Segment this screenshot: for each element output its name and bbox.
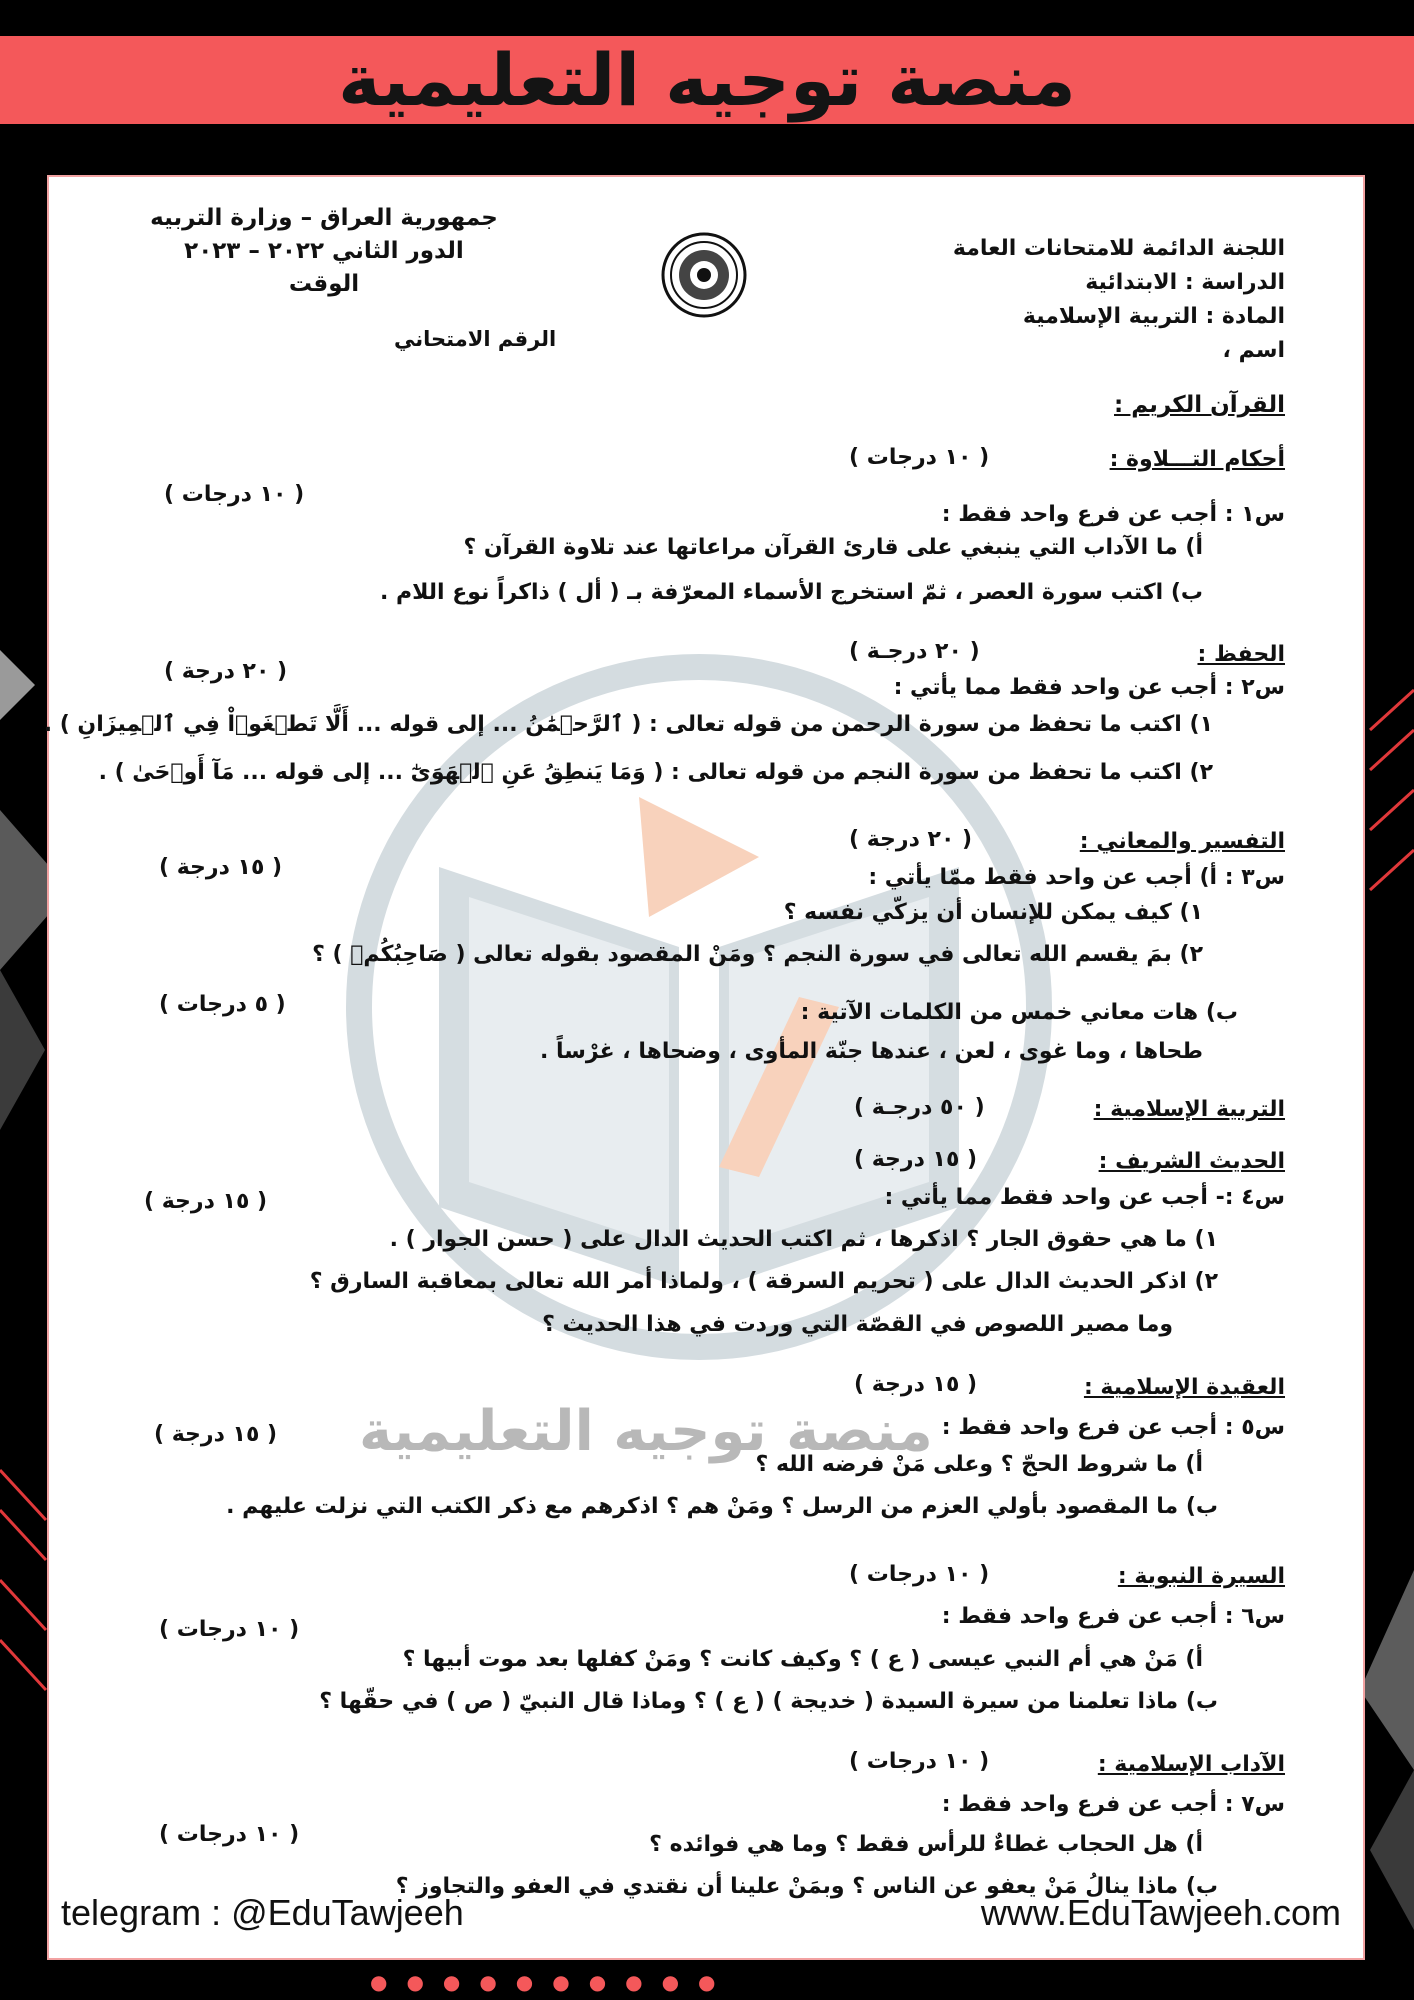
banner-title: منصة توجيه التعليمية: [338, 38, 1076, 122]
seera-side-points: ( ١٠ درجات ): [159, 1617, 300, 1642]
ministry-seal-icon: [661, 232, 747, 318]
hadith-points: ( ١٥ درجة ): [854, 1147, 978, 1172]
adab-heading: الآداب الإسلامية :: [1097, 1752, 1285, 1777]
time-label: الوقت: [288, 271, 360, 297]
adab-side-points: ( ١٠ درجات ): [159, 1822, 300, 1847]
q1-b: ب) اكتب سورة العصر ، ثمّ استخرج الأسماء المعرّفة بـ ( أل ) ذاكراً نوع اللام .: [379, 580, 1203, 605]
country-ministry: جمهورية العراق – وزارة التربيه: [150, 205, 498, 231]
q4-1: ١) ما هي حقوق الجار ؟ اذكرها ، ثم اكتب الحديث الدال على ( حسن الجوار ) .: [389, 1227, 1218, 1252]
q4-2b: وما مصير اللصوص في القصّة التي وردت في هذا الحديث ؟: [542, 1312, 1173, 1337]
tafsir-heading: التفسير والمعاني :: [1079, 829, 1285, 854]
q5-a: أ) ما شروط الحجّ ؟ وعلى مَنْ فرضه الله ؟: [755, 1452, 1203, 1477]
q3-b: ب) هات معاني خمس من الكلمات الآتية :: [800, 1000, 1238, 1025]
q6-a: أ) مَنْ هي أم النبي عيسى ( ع ) ؟ وكيف كانت ؟ ومَنْ كفلها بعد موت أبيها ؟: [402, 1647, 1203, 1672]
aqida-points: ( ١٥ درجة ): [854, 1372, 978, 1397]
banner: [0, 36, 1414, 124]
telegram-handle: telegram : @EduTawjeeh: [61, 1892, 464, 1933]
tajweed-points: ( ١٠ درجات ): [849, 445, 990, 470]
watermark-text: منصة توجيه التعليمية: [359, 1399, 933, 1464]
seera-heading: السيرة النبوية :: [1117, 1564, 1285, 1589]
hadith-side-points: ( ١٥ درجة ): [144, 1189, 268, 1214]
website-url: www.EduTawjeeh.com: [980, 1892, 1341, 1933]
student-name-label: اسم ،: [1222, 338, 1285, 363]
study-level: الدراسة : الابتدائية: [1085, 270, 1285, 295]
aqida-heading: العقيدة الإسلامية :: [1083, 1375, 1285, 1400]
tafsir-side-points-a: ( ١٥ درجة ): [159, 855, 283, 880]
hifz-points: ( ٢٠ درجـة ): [849, 639, 980, 664]
q3-2: ٢) بمَ يقسم الله تعالى في سورة النجم ؟ ومَنْ المقصود بقوله تعالى ( صَاحِبُكُمۡ ) ؟: [312, 942, 1203, 967]
tarbiya-points: ( ٥٠ درجـة ): [854, 1095, 985, 1120]
header-right: [855, 232, 1285, 368]
hifz-side-points: ( ٢٠ درجة ): [164, 659, 288, 684]
hifz-heading: الحفظ :: [1197, 642, 1285, 667]
exam-number-label: الرقم الامتحاني: [394, 327, 557, 351]
q3-1: ١) كيف يمكن للإنسان أن يزكّي نفسه ؟: [783, 900, 1203, 925]
q3-b-words: طحاها ، وما غوى ، لعن ، عندها جنّة المأوى ، وضحاها ، غرْساً .: [540, 1039, 1203, 1064]
tafsir-side-points-b: ( ٥ درجات ): [159, 992, 286, 1017]
tajweed-side-points: ( ١٠ درجات ): [164, 482, 305, 507]
quran-heading: القرآن الكريم :: [1114, 392, 1285, 418]
q2-2: ٢) اكتب ما تحفظ من سورة النجم من قوله تعالى : ( وَمَا يَنطِقُ عَنِ ٱلۡهَوَىٰٓ ... إلى قوله ... مَآ أَوۡحَىٰ ) .: [98, 760, 1213, 785]
committee-name: اللجنة الدائمة للامتحانات العامة: [952, 236, 1285, 261]
exam-round: الدور الثاني ٢٠٢٢ – ٢٠٢٣: [184, 238, 464, 264]
q7-a: أ) هل الحجاب غطاءٌ للرأس فقط ؟ وما هي فوائده ؟: [649, 1832, 1203, 1857]
tafsir-points: ( ٢٠ درجة ): [849, 827, 973, 852]
header-left: [129, 202, 519, 301]
q3: س٣ : أ) أجب عن واحد فقط ممّا يأتي :: [868, 865, 1285, 890]
q2-1: ١) اكتب ما تحفظ من سورة الرحمن من قوله تعالى : ( ٱلرَّحۡمَٰنُ ... إلى قوله ... أَلَّا تَطۡغَوۡاْ فِي ٱلۡمِيزَانِ ) .: [43, 712, 1213, 737]
q7: س٧ : أجب عن فرع واحد فقط :: [941, 1792, 1285, 1817]
adab-points: ( ١٠ درجات ): [849, 1749, 990, 1774]
tajweed-heading: أحكام التـــلاوة :: [1109, 447, 1285, 472]
q5: س٥ : أجب عن فرع واحد فقط :: [941, 1415, 1285, 1440]
seera-points: ( ١٠ درجات ): [849, 1562, 990, 1587]
q6-b: ب) ماذا تعلمنا من سيرة السيدة ( خديجة ) ( ع ) ؟ وماذا قال النبيّ ( ص ) في حقّها ؟: [319, 1689, 1218, 1714]
q2: س٢ : أجب عن واحد فقط مما يأتي :: [893, 675, 1285, 700]
q4: س٤ :- أجب عن واحد فقط مما يأتي :: [884, 1185, 1285, 1210]
q5-b: ب) ما المقصود بأولي العزم من الرسل ؟ ومَنْ هم ؟ اذكرهم مع ذكر الكتب التي نزلت عليهم .: [226, 1494, 1218, 1519]
exam-paper: [43, 175, 1365, 1960]
footer-dots: ●●●●●●●●●●: [370, 1970, 735, 1994]
hadith-heading: الحديث الشريف :: [1098, 1149, 1285, 1174]
q4-2: ٢) اذكر الحديث الدال على ( تحريم السرقة ) ، ولماذا أمر الله تعالى بمعاقبة السارق ؟: [309, 1269, 1218, 1294]
q7-b: ب) ماذا ينالُ مَنْ يعفو عن الناس ؟ وبمَنْ علينا أن نقتدي في العفو والتجاوز ؟: [395, 1874, 1218, 1899]
aqida-side-points: ( ١٥ درجة ): [154, 1422, 278, 1447]
subject: المادة : التربية الإسلامية: [1022, 304, 1285, 329]
q1-a: أ) ما الآداب التي ينبغي على قارئ القرآن مراعاتها عند تلاوة القرآن ؟: [463, 535, 1203, 560]
q6: س٦ : أجب عن فرع واحد فقط :: [941, 1604, 1285, 1629]
tarbiya-heading: التربية الإسلامية :: [1093, 1097, 1285, 1122]
q1: س١ : أجب عن فرع واحد فقط :: [941, 502, 1285, 527]
